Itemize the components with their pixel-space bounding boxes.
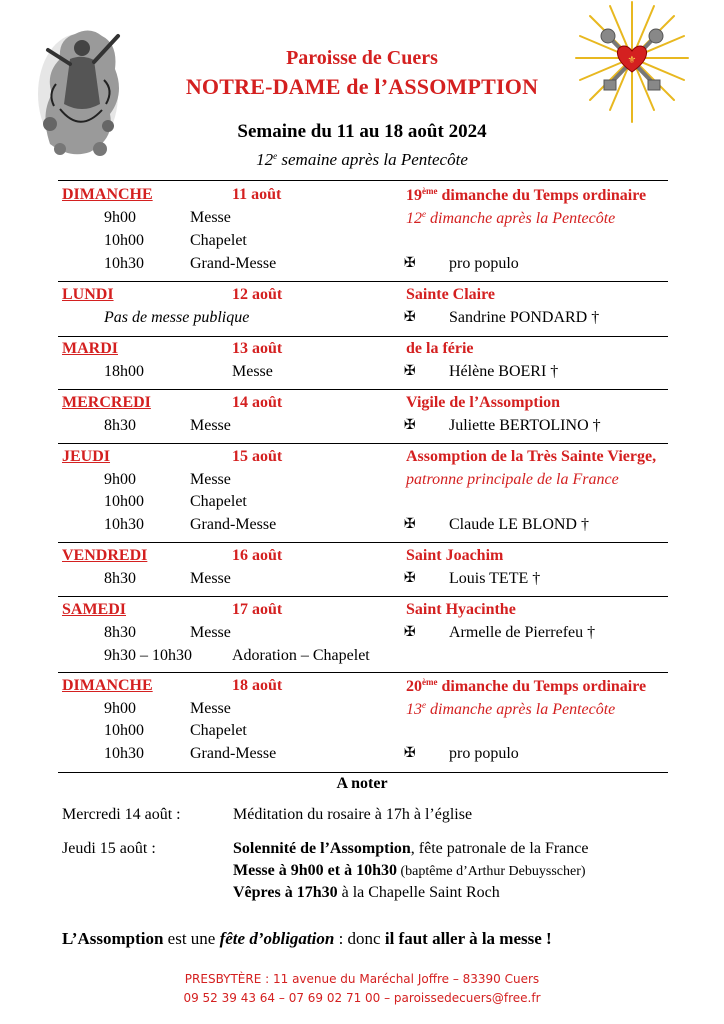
feast-title: de la férie bbox=[406, 340, 474, 357]
week-subheading: 12e semaine après la Pentecôte bbox=[256, 150, 468, 169]
activity: Grand-Messe bbox=[190, 255, 277, 272]
svg-text:⚜: ⚜ bbox=[627, 55, 637, 66]
time: 9h00 bbox=[104, 471, 136, 488]
schedule-row bbox=[0, 255, 724, 277]
day-date: 11 août bbox=[232, 186, 282, 203]
day-name: SAMEDI bbox=[62, 601, 127, 618]
schedule-row bbox=[0, 417, 724, 439]
time: 9h00 bbox=[104, 209, 136, 226]
feast-title: Vigile de l’Assomption bbox=[406, 394, 561, 411]
activity: Messe bbox=[190, 417, 231, 434]
day-date: 14 août bbox=[232, 394, 283, 411]
activity: Messe bbox=[190, 471, 231, 488]
day-header-row bbox=[0, 286, 724, 308]
mass-intention: pro populo bbox=[449, 255, 519, 272]
week-heading: Semaine du 11 au 18 août 2024 bbox=[237, 121, 487, 142]
schedule-row bbox=[0, 232, 724, 254]
separator bbox=[58, 281, 668, 282]
day-name: MERCREDI bbox=[62, 394, 151, 411]
schedule-row bbox=[0, 493, 724, 515]
schedule-row bbox=[0, 745, 724, 767]
maltese-cross-icon: ✠ bbox=[404, 417, 416, 433]
day-name: MARDI bbox=[62, 340, 118, 357]
time: 10h30 bbox=[104, 745, 144, 762]
mass-intention: Claude LE BLOND † bbox=[449, 516, 589, 533]
activity: Grand-Messe bbox=[190, 516, 277, 533]
schedule-row bbox=[0, 700, 724, 722]
activity: Chapelet bbox=[190, 232, 247, 249]
day-header-row bbox=[0, 340, 724, 362]
church-title: NOTRE-DAME de l’ASSOMPTION bbox=[185, 74, 539, 99]
day-header-row bbox=[0, 186, 724, 208]
maltese-cross-icon: ✠ bbox=[404, 255, 416, 271]
obligation-statement: L’Assomption est une fête d’obligation : donc il faut aller à la messe ! bbox=[62, 929, 552, 948]
activity: Chapelet bbox=[190, 493, 247, 510]
feast-subtitle: patronne principale de la France bbox=[406, 471, 619, 488]
feast-title: Saint Joachim bbox=[406, 547, 504, 564]
maltese-cross-icon: ✠ bbox=[404, 745, 416, 761]
separator bbox=[58, 772, 668, 773]
feast-title: Sainte Claire bbox=[406, 286, 496, 303]
time: 9h30 – 10h30 bbox=[104, 647, 192, 664]
time: 10h00 bbox=[104, 722, 144, 739]
mass-intention: Sandrine PONDARD † bbox=[449, 309, 600, 326]
activity: Messe bbox=[190, 700, 231, 717]
maltese-cross-icon: ✠ bbox=[404, 309, 416, 325]
separator bbox=[58, 336, 668, 337]
time: 8h30 bbox=[104, 417, 136, 434]
schedule-row bbox=[0, 471, 724, 493]
activity: Grand-Messe bbox=[190, 745, 277, 762]
time: 10h00 bbox=[104, 232, 144, 249]
day-header-row bbox=[0, 448, 724, 470]
day-date: 12 août bbox=[232, 286, 283, 303]
separator bbox=[58, 443, 668, 444]
day-header-row bbox=[0, 394, 724, 416]
schedule-row bbox=[0, 209, 724, 231]
day-date: 17 août bbox=[232, 601, 283, 618]
parish-title: Paroisse de Cuers bbox=[286, 47, 438, 69]
time: 18h00 bbox=[104, 363, 144, 380]
separator bbox=[58, 180, 668, 181]
footer-contact: 09 52 39 43 64 – 07 69 02 71 00 – paroissedecuers@free.fr bbox=[183, 991, 541, 1005]
feast-subtitle: 13e dimanche après la Pentecôte bbox=[406, 700, 616, 718]
day-header-row bbox=[0, 601, 724, 623]
note-text: Messe à 9h00 et à 10h30 (baptême d’Arthur Debuysscher) bbox=[233, 862, 586, 879]
day-date: 15 août bbox=[232, 448, 283, 465]
activity: Adoration – Chapelet bbox=[232, 647, 370, 664]
feast-title: Assomption de la Très Sainte Vierge, bbox=[406, 448, 657, 465]
maltese-cross-icon: ✠ bbox=[404, 570, 416, 586]
activity: Messe bbox=[190, 624, 231, 641]
schedule-row bbox=[0, 516, 724, 538]
mass-intention: Louis TETE † bbox=[449, 570, 541, 587]
activity: Messe bbox=[232, 363, 273, 380]
day-header-row bbox=[0, 677, 724, 699]
day-name: VENDREDI bbox=[62, 547, 148, 564]
no-mass-note: Pas de messe publique bbox=[104, 309, 250, 326]
time: 10h30 bbox=[104, 255, 144, 272]
schedule-row bbox=[0, 309, 724, 331]
activity: Chapelet bbox=[190, 722, 247, 739]
feast-subtitle: 12e dimanche après la Pentecôte bbox=[406, 209, 616, 227]
note-text: Méditation du rosaire à 17h à l’église bbox=[233, 806, 473, 823]
activity: Messe bbox=[190, 209, 231, 226]
day-date: 18 août bbox=[232, 677, 283, 694]
schedule-row bbox=[0, 624, 724, 646]
day-date: 13 août bbox=[232, 340, 283, 357]
time: 8h30 bbox=[104, 570, 136, 587]
day-name: DIMANCHE bbox=[62, 186, 153, 203]
note-text: Vêpres à 17h30 à la Chapelle Saint Roch bbox=[233, 884, 500, 901]
separator bbox=[58, 596, 668, 597]
day-name: JEUDI bbox=[62, 448, 111, 465]
day-name: DIMANCHE bbox=[62, 677, 153, 694]
separator bbox=[58, 389, 668, 390]
feast-title: 20ème dimanche du Temps ordinaire bbox=[406, 677, 647, 695]
mass-intention: Hélène BOERI † bbox=[449, 363, 559, 380]
schedule-row bbox=[0, 363, 724, 385]
day-date: 16 août bbox=[232, 547, 283, 564]
feast-title: 19ème dimanche du Temps ordinaire bbox=[406, 186, 647, 204]
separator bbox=[58, 672, 668, 673]
feast-title: Saint Hyacinthe bbox=[406, 601, 516, 618]
maltese-cross-icon: ✠ bbox=[404, 624, 416, 640]
separator bbox=[58, 542, 668, 543]
time: 10h30 bbox=[104, 516, 144, 533]
maltese-cross-icon: ✠ bbox=[404, 363, 416, 379]
mass-intention: Armelle de Pierrefeu † bbox=[449, 624, 596, 641]
note-text: Solennité de l’Assomption, fête patronale de la France bbox=[233, 840, 589, 857]
footer-address: PRESBYTÈRE : 11 avenue du Maréchal Joffre – 83390 Cuers bbox=[184, 972, 540, 986]
mass-intention: pro populo bbox=[449, 745, 519, 762]
note-label: Jeudi 15 août : bbox=[62, 840, 156, 857]
maltese-cross-icon: ✠ bbox=[404, 516, 416, 532]
schedule-row bbox=[0, 647, 724, 669]
schedule-row bbox=[0, 722, 724, 744]
time: 8h30 bbox=[104, 624, 136, 641]
mass-intention: Juliette BERTOLINO † bbox=[449, 417, 601, 434]
day-header-row bbox=[0, 547, 724, 569]
notes-heading: A noter bbox=[336, 775, 388, 792]
schedule-row bbox=[0, 570, 724, 592]
note-label: Mercredi 14 août : bbox=[62, 806, 181, 823]
day-name: LUNDI bbox=[62, 286, 114, 303]
time: 10h00 bbox=[104, 493, 144, 510]
time: 9h00 bbox=[104, 700, 136, 717]
activity: Messe bbox=[190, 570, 231, 587]
